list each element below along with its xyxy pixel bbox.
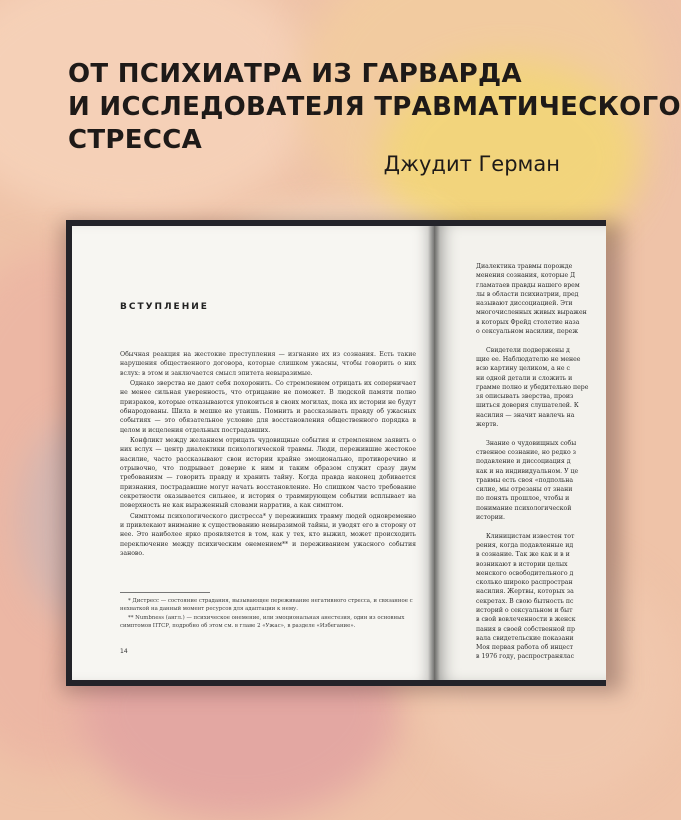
text-line: вала свидетельские показани bbox=[476, 634, 574, 642]
text-line: историй о сексуальном и быт bbox=[476, 606, 573, 614]
author-name: Джудит Герман bbox=[383, 152, 560, 176]
text-line: сколько широко распростран bbox=[476, 579, 573, 587]
text-line: шиться доверия слушателей. К bbox=[476, 402, 579, 410]
chapter-title: ВСТУПЛЕНИЕ bbox=[120, 302, 209, 312]
text-line: истории. bbox=[476, 514, 505, 522]
text-line: ственное сознание, но редко з bbox=[476, 448, 577, 456]
text-line: зя описывать зверства, произ bbox=[476, 393, 574, 401]
text-line: Клиницистам известен тот bbox=[486, 532, 575, 540]
text-line: насилия — значит навлечь на bbox=[476, 411, 575, 419]
text-line: Моя первая работа об инцест bbox=[476, 644, 574, 652]
left-page-body bbox=[120, 350, 416, 559]
text-line: секретах. В свою бытность пс bbox=[476, 597, 574, 605]
headline-line-2: И ИССЛЕДОВАТЕЛЯ ТРАВМАТИЧЕСКОГО bbox=[68, 92, 681, 122]
text-line: менения сознания, которые Д bbox=[476, 272, 576, 280]
text-line: Диалектика травмы порожде bbox=[476, 263, 573, 270]
text-line: лы в области психиатрии, пред bbox=[476, 290, 579, 298]
text-line: о сексуальном насилии, переж bbox=[476, 328, 579, 336]
text-line: менского освободительного д bbox=[476, 569, 574, 577]
book-gutter bbox=[428, 226, 440, 680]
footnote: ** Numbness (англ.) — психическое онемение, или эмоциональная анестезия, один из основных симптомов ПТСР, подробно об этом см. в главе 2 «Ужас», в разделе «Избегание». bbox=[120, 615, 405, 629]
paragraph: Однако зверства не дают себя похоронить. Со стремлением отрицать их соперничает не менее сильная уверенность, что отрицание не поможет. В людской памяти полно призраков, которые отказываются упокоиться в своих могилах, пока их истории не будут обнародованы. Шила в мешке не утаишь. Помнить и рассказывать правду об ужасных событиях — это обязательное условие для восстановления общественного порядка в целом и исцеления отдельных пострадавших. bbox=[120, 380, 416, 434]
text-line: в свой вовлеченности в женск bbox=[476, 616, 576, 624]
text-line: подавление и диссоциация д bbox=[476, 458, 571, 466]
right-page-body bbox=[476, 262, 636, 662]
text-line: ни одной детали и сложить и bbox=[476, 374, 573, 382]
text-line: Свидетели подвержены д bbox=[486, 346, 570, 354]
text-line: силие, мы отрезаны от знани bbox=[476, 486, 573, 494]
text-line: в 1976 году, распространялас bbox=[476, 653, 575, 661]
paragraph: Симптомы психологического дистресса* у переживших травму людей одновременно и привлекают внимание к существованию невыразимой тайны, и уводят его в сторону от нее. Это наиболее ярко проявляется в том, как у тех, кто выжил, может происходить переключение между психическим онемением** и переживанием ужасного события заново. bbox=[120, 512, 416, 557]
text-line: в которых Фрейд столетие наза bbox=[476, 318, 580, 326]
text-line: травмы есть своя «подпольна bbox=[476, 476, 574, 484]
footnotes bbox=[120, 598, 416, 632]
paragraph: Конфликт между желанием отрицать чудовищные события и стремлением заявить о них вслух — центр диалектики психологической травмы. Люди, пережившие жестокое насилие, часто рассказывают свои истории крайне эмоционально, противоречиво и отрывочно, что подрывает доверие к ним и таким образом служит сразу двум требованиям — говорить правду и хранить тайну. Когда правда наконец добивается признания, пострадавшие могут начать восстановление. Но слишком часто требование секретности оказывается сильнее, и история о травмирующем событии всплывает на поверхность не как выраженный словами нарратив, а как симптом. bbox=[120, 437, 416, 510]
text-line: многочисленных живых выражен bbox=[476, 309, 587, 317]
text-line: в сознание. Так же как и в и bbox=[476, 551, 570, 559]
headline bbox=[68, 58, 681, 157]
text-line: как и на индивидуальном. У це bbox=[476, 467, 579, 475]
text-line: Знание о чудовищных собы bbox=[486, 439, 577, 447]
text-line: грамме полно и убедительно пере bbox=[476, 383, 589, 391]
text-line: рения, когда подавленные ид bbox=[476, 541, 574, 549]
text-line: насилия. Жертвы, которых за bbox=[476, 588, 574, 596]
text-line: называют диссоциацией. Эти bbox=[476, 300, 573, 308]
paragraph: Обычная реакция на жестокие преступления — изгнание их из сознания. Есть такие нарушения общественного договора, которые слишком ужасны, чтобы говорить о них вслух: в этом и заключается смысл эпитета невыразимые. bbox=[120, 351, 416, 377]
text-line: жертв. bbox=[476, 421, 499, 429]
text-line: возникают в истории целых bbox=[476, 560, 568, 568]
text-line: всю картину целиком, а не с bbox=[476, 365, 571, 373]
headline-line-1: ОТ ПСИХИАТРА ИЗ ГАРВАРДА bbox=[68, 59, 522, 89]
text-line: понимание психологической bbox=[476, 504, 572, 512]
footnote: * Дистресс — состояние страдания, вызывающее переживание негативного стресса, и связанное с нехваткой на данный момент ресурсов для адаптации к нему. bbox=[120, 598, 413, 612]
page-number: 14 bbox=[120, 648, 128, 655]
text-line: щие ее. Наблюдателю не менее bbox=[476, 355, 581, 363]
text-line: по понять прошлое, чтобы и bbox=[476, 495, 570, 503]
text-line: пания в своей собственной пр bbox=[476, 625, 575, 633]
headline-line-3: СТРЕССА bbox=[68, 125, 203, 155]
text-line: гламатаев правды нашего врем bbox=[476, 281, 580, 289]
footnote-rule bbox=[120, 592, 210, 593]
